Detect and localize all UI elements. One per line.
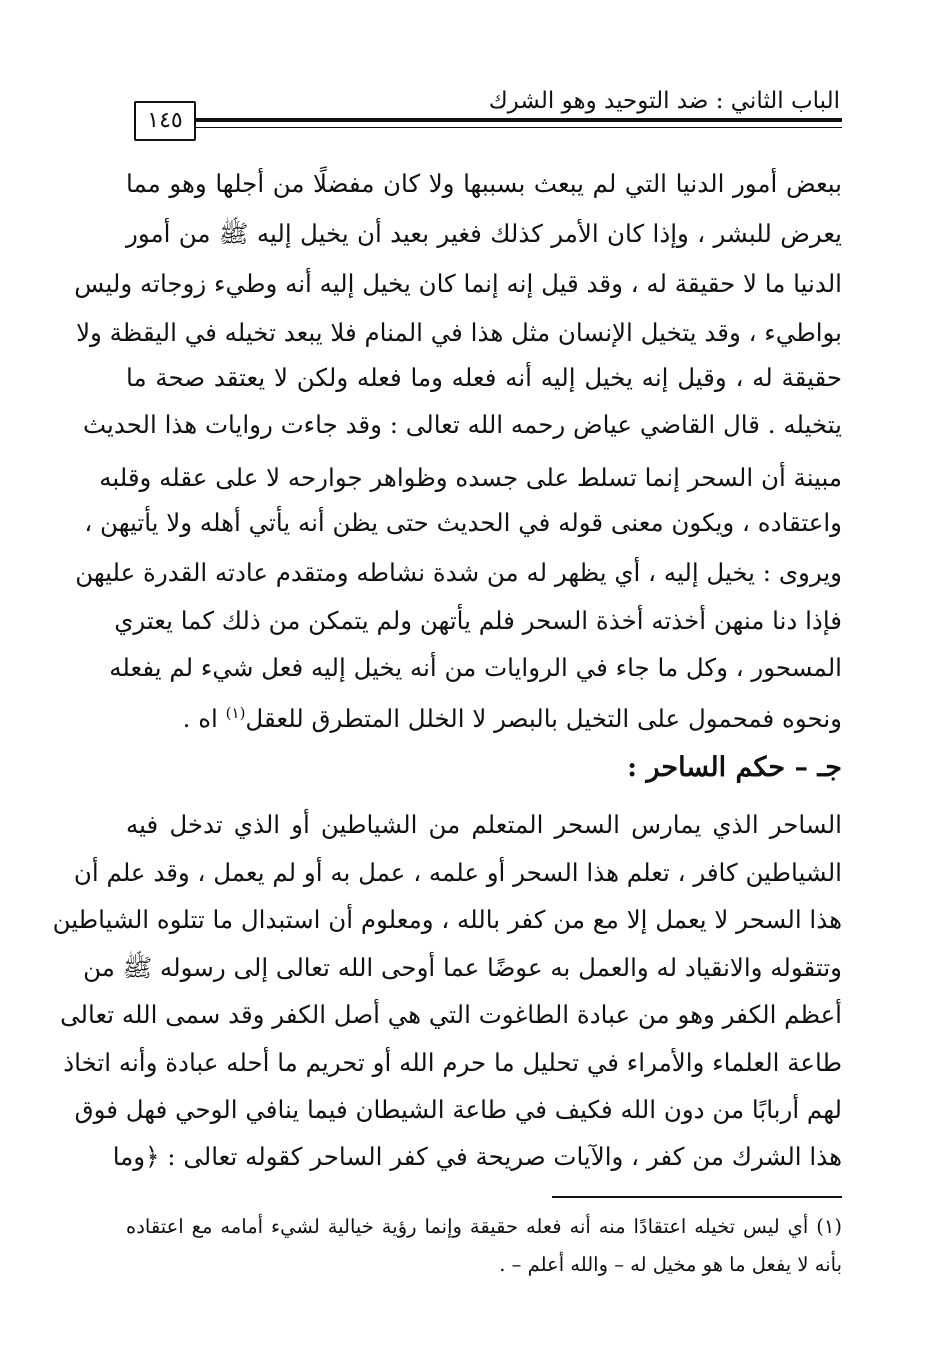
text-line: المسحور ، وكل ما جاء في الروايات من أنه يخيل إليه فعل شيء لم يفعله [109,653,842,682]
text-line: الساحر الذي يمارس السحر المتعلم من الشياطين أو الذي تدخل فيه [126,810,842,839]
footnote-reference: (١) [225,704,246,722]
text-span: اه . [182,704,226,734]
text-line: طاعة العلماء والأمراء في تحليل ما حرم الله أو تحريم ما أحله عبادة وأنه اتخاذ [63,1048,842,1077]
footnote-line: بأنه لا يفعل ما هو مخيل له – والله أعلم – . [499,1253,842,1276]
text-line: بواطيء ، وقد يتخيل الإنسان مثل هذا في المنام فلا يبعد تخيله في اليقظة ولا [76,318,842,347]
footnote-separator [552,1196,842,1198]
header-rule-thick [194,118,842,122]
section-heading: جـ – حكم الساحر : [627,752,842,783]
text-line: يتخيله . قال القاضي عياض رحمه الله تعالى : وقد جاءت روايات هذا الحديث [83,410,842,439]
text-line: الدنيا ما لا حقيقة له ، وقد قيل إنه إنما كان يخيل إليه أنه وطيء زوجاته وليس [74,269,842,298]
text-line: فإذا دنا منهن أخذته أخذة السحر فلم يأتهن ولم يتمكن من ذلك كما يعتري [114,606,842,635]
text-line: هذا الشرك من كفر ، والآيات صريحة في كفر الساحر كقوله تعالى : ﴿وما [112,1142,842,1171]
text-line: أعظم الكفر وهو من عبادة الطاغوت التي هي أصل الكفر وقد سمى الله تعالى [60,1000,842,1029]
text-span: ونحوه فمحمول على التخيل بالبصر لا الخلل المتطرق للعقل [245,704,842,734]
text-line: واعتقاده ، ويكون معنى قوله في الحديث حتى يظن أنه يأتي أهله ولا يأتيهن ، [84,508,842,537]
header-rule-thin [194,127,842,128]
footnote-line: (١) أي ليس تخيله اعتقادًا منه أنه فعله حقيقة وإنما رؤية خيالية لشيء أمامه مع اعتقاده [126,1215,842,1238]
text-line: ببعض أمور الدنيا التي لم يبعث بسببها ولا كان مفضلًا من أجلها وهو مما [126,169,842,198]
text-line: وتتقوله والانقياد له والعمل به عوضًا عما أوحى الله تعالى إلى رسوله ﷺ من [83,953,842,982]
page-number-box: ١٤٥ [134,101,196,141]
text-line: مبينة أن السحر إنما تسلط على جسده وظواهر جوارحه لا على عقله وقلبه [99,463,842,492]
text-line: هذا السحر لا يعمل إلا مع من كفر بالله ، ومعلوم أن استبدال ما تتلوه الشياطين [52,905,842,934]
text-line: لهم أربابًا من دون الله فكيف في طاعة الشيطان فيما ينافي الوحي فهل فوق [74,1095,842,1124]
text-line-with-footnote [126,693,842,733]
text-line: الشياطين كافر ، تعلم هذا السحر أو علمه ، عمل به أو لم يعمل ، وقد علم أن [73,858,842,887]
text-line: حقيقة له ، وقيل إنه يخيل إليه أنه فعله وما فعله ولكن لا يعتقد صحة ما [126,363,842,392]
text-line: يعرض للبشر ، وإذا كان الأمر كذلك فغير بعيد أن يخيل إليه ﷺ من أمور [126,219,842,248]
running-header-title: الباب الثاني : ضد التوحيد وهو الشرك [488,88,840,114]
text-line: ويروى : يخيل إليه ، أي يظهر له من شدة نشاطه ومتقدم عادته القدرة عليهن [75,558,842,587]
